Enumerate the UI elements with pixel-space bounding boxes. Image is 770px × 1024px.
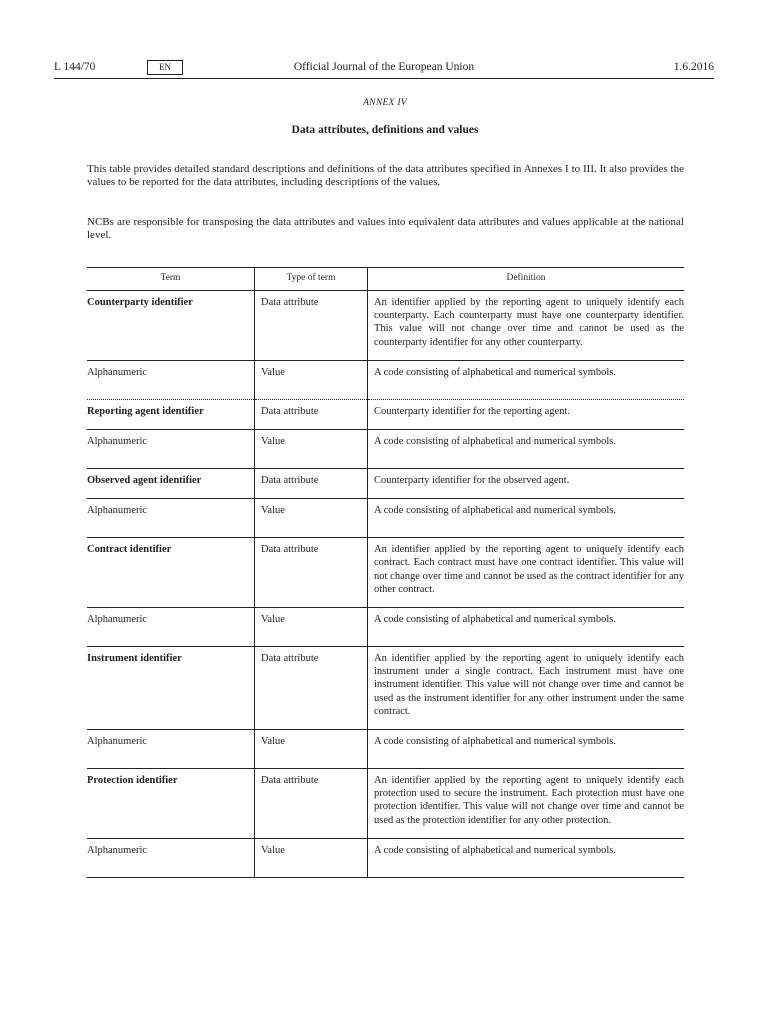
definition-cell: A code consisting of alphabetical and numerical symbols. (368, 608, 685, 647)
term-cell: Alphanumeric (87, 360, 255, 399)
term-cell: Observed agent identifier (87, 469, 255, 499)
term-cell: Alphanumeric (87, 430, 255, 469)
term-cell: Contract identifier (87, 538, 255, 608)
attributes-table (87, 267, 684, 878)
definition-cell: A code consisting of alphabetical and numerical symbols. (368, 499, 685, 538)
definition-cell: Counterparty identifier for the reporting agent. (368, 399, 685, 429)
term-cell: Reporting agent identifier (87, 399, 255, 429)
table-header-row (87, 268, 684, 291)
type-cell: Data attribute (255, 647, 368, 730)
type-cell: Data attribute (255, 469, 368, 499)
table-row (87, 360, 684, 399)
table-row (87, 499, 684, 538)
term-cell: Alphanumeric (87, 838, 255, 877)
table-row (87, 608, 684, 647)
table-row (87, 469, 684, 499)
term-cell: Protection identifier (87, 769, 255, 839)
definition-cell: Counterparty identifier for the observed agent. (368, 469, 685, 499)
type-cell: Data attribute (255, 769, 368, 839)
definition-cell: An identifier applied by the reporting agent to uniquely identify each contract. Each contract must have one contract identifier. This value will not change over time and cannot be used as the contract identifier for any other contract. (368, 538, 685, 608)
table-row (87, 647, 684, 730)
definition-cell: A code consisting of alphabetical and numerical symbols. (368, 430, 685, 469)
definition-cell: A code consisting of alphabetical and numerical symbols. (368, 838, 685, 877)
type-cell: Value (255, 730, 368, 769)
table-row (87, 769, 684, 839)
term-cell: Counterparty identifier (87, 291, 255, 361)
intro-paragraph: This table provides detailed standard descriptions and definitions of the data attributes specified in Annexes I to III. It also provides the values to be reported for the data attributes, including descriptions of the values. (87, 163, 684, 189)
term-cell: Instrument identifier (87, 647, 255, 730)
document-title: Data attributes, definitions and values (291, 124, 479, 136)
type-cell: Value (255, 608, 368, 647)
header-term: Term (87, 268, 255, 291)
page-header (54, 58, 714, 79)
type-cell: Value (255, 499, 368, 538)
page-reference: L 144/70 (54, 61, 96, 73)
journal-title: Official Journal of the European Union (293, 61, 475, 73)
term-cell: Alphanumeric (87, 608, 255, 647)
table-row (87, 399, 684, 429)
term-cell: Alphanumeric (87, 730, 255, 769)
type-cell: Data attribute (255, 399, 368, 429)
definition-cell: A code consisting of alphabetical and numerical symbols. (368, 360, 685, 399)
term-cell: Alphanumeric (87, 499, 255, 538)
type-cell: Data attribute (255, 291, 368, 361)
table-row (87, 730, 684, 769)
type-cell: Value (255, 838, 368, 877)
annex-label: ANNEX IV (363, 98, 407, 108)
table-row (87, 538, 684, 608)
type-cell: Value (255, 430, 368, 469)
table-row (87, 291, 684, 361)
header-definition: Definition (368, 268, 685, 291)
definition-cell: A code consisting of alphabetical and numerical symbols. (368, 730, 685, 769)
table-row (87, 838, 684, 877)
table-row (87, 430, 684, 469)
language-badge: EN (147, 60, 183, 75)
type-cell: Value (255, 360, 368, 399)
definition-cell: An identifier applied by the reporting agent to uniquely identify each counterparty. Each counterparty must have one counterparty identifier. This value will not change over time and cannot be used as the counterparty identifier for any other counterparty. (368, 291, 685, 361)
definition-cell: An identifier applied by the reporting agent to uniquely identify each instrument under a single contract. Each instrument must have one instrument identifier. This value will not change over time and cannot be used as the instrument identifier for any other instrument under the same contract. (368, 647, 685, 730)
definition-cell: An identifier applied by the reporting agent to uniquely identify each protection used to secure the instrument. Each protection must have one protection identifier. This value will not change over time and cannot be used as the protection identifier for any other protection. (368, 769, 685, 839)
type-cell: Data attribute (255, 538, 368, 608)
header-type: Type of term (255, 268, 368, 291)
publication-date: 1.6.2016 (673, 61, 714, 73)
ncb-paragraph: NCBs are responsible for transposing the data attributes and values into equivalent data attributes and values applicable at the national level. (87, 216, 684, 242)
